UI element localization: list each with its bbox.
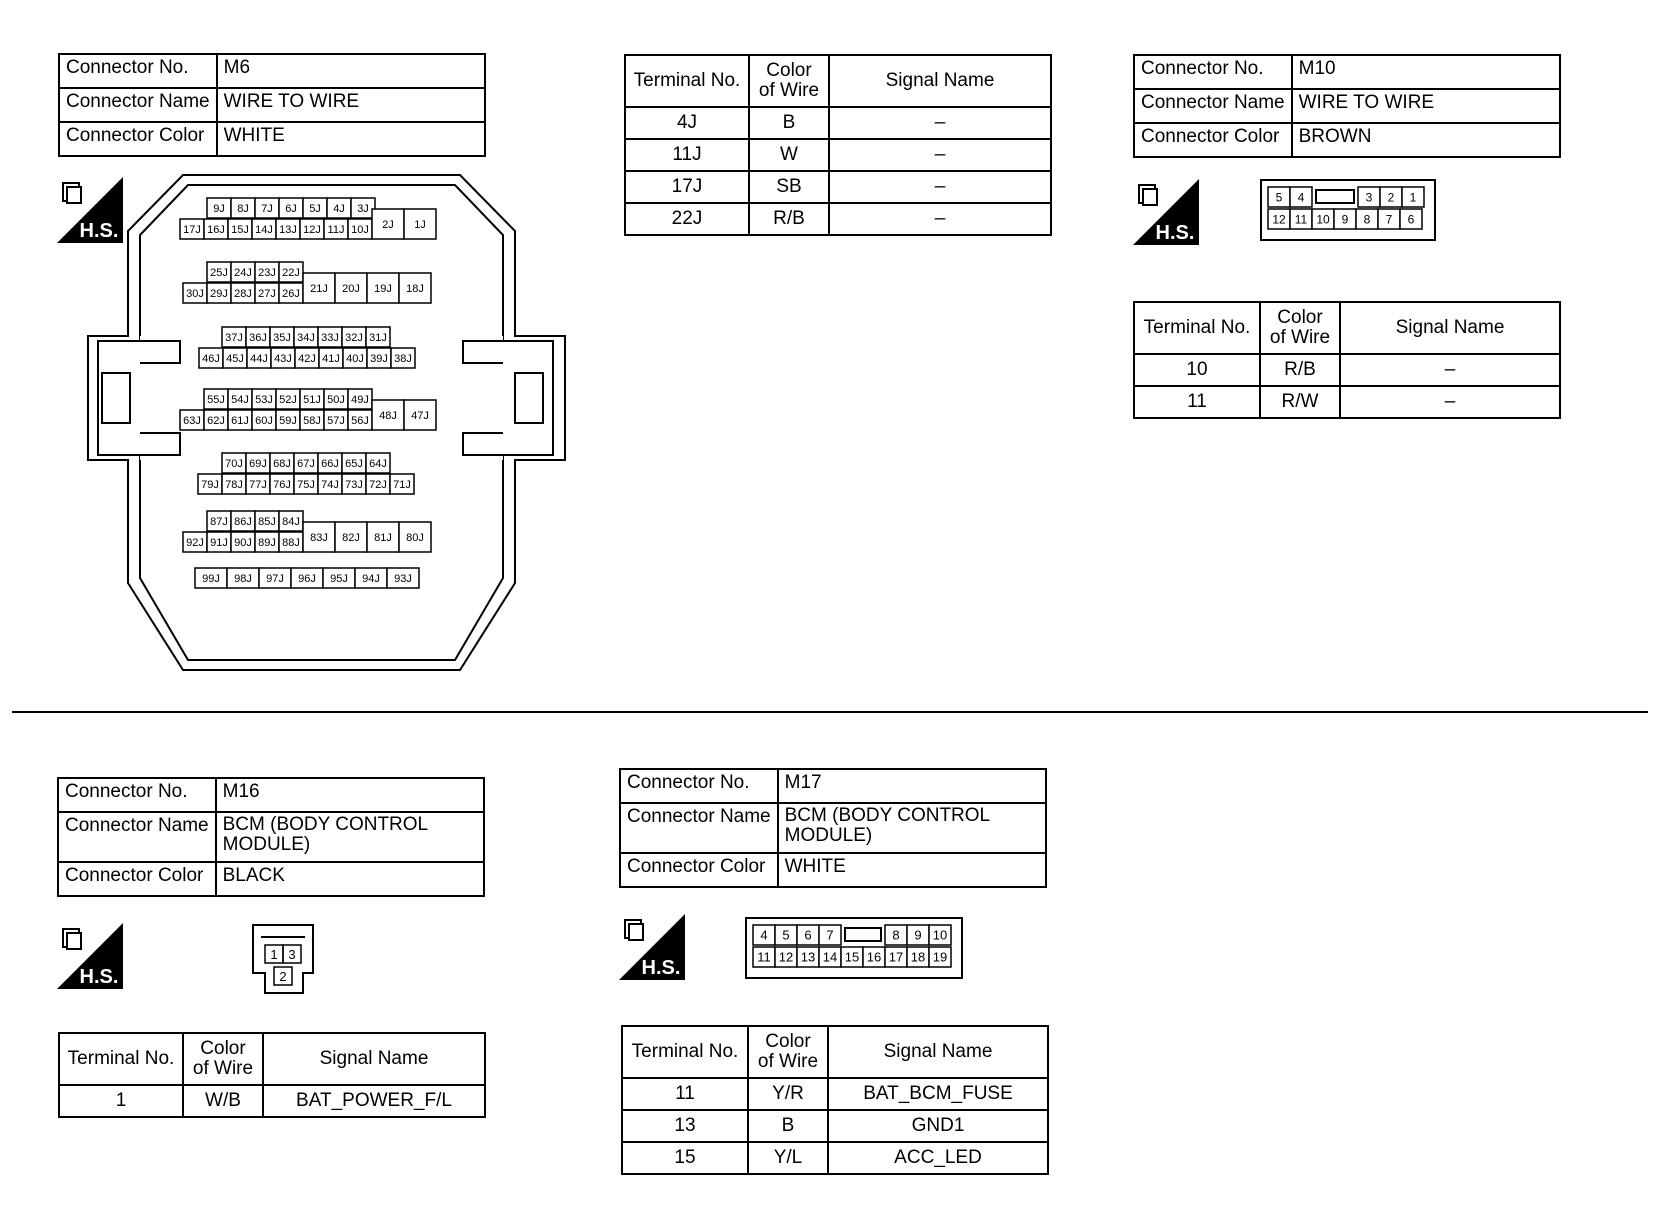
pin-label: 63J — [183, 414, 201, 427]
wire-color: B — [749, 107, 829, 139]
connector-name-label: Connector Name — [58, 812, 216, 862]
pin-label: 7 — [826, 927, 834, 943]
pin-label: 14 — [822, 949, 838, 965]
pin-label: 3 — [288, 947, 296, 962]
pin-label: 69J — [249, 457, 267, 470]
m16-connector-info — [57, 777, 485, 897]
pin-label: 1 — [270, 947, 278, 962]
pin-label: 30J — [186, 287, 204, 300]
pin-label: 11 — [1294, 212, 1308, 227]
pin-label: 10 — [1316, 212, 1330, 227]
table-row — [625, 171, 1051, 203]
pin-label: 70J — [225, 457, 243, 470]
terminal-no: 11 — [622, 1078, 748, 1110]
pin-label: 55J — [207, 393, 225, 406]
m16-connector-face — [251, 923, 317, 997]
signal-name: BAT_BCM_FUSE — [828, 1078, 1048, 1110]
wire-color: R/B — [749, 203, 829, 235]
pin-label: 13 — [800, 949, 816, 965]
signal-name: GND1 — [828, 1110, 1048, 1142]
pin-label: 88J — [282, 536, 300, 549]
pin-label: 4J — [333, 202, 345, 215]
pin-label: 19 — [932, 949, 948, 965]
connector-color: WHITE — [217, 122, 485, 156]
pin-label: 32J — [345, 331, 363, 344]
pin-label: 65J — [345, 457, 363, 470]
connector-no: M16 — [216, 778, 484, 812]
terminal-no: 22J — [625, 203, 749, 235]
pin-label: 28J — [234, 287, 252, 300]
pin-label: 6J — [285, 202, 297, 215]
signal-name-header: Signal Name — [828, 1026, 1048, 1078]
pin-label: 17J — [183, 223, 201, 236]
pin-label: 49J — [351, 393, 369, 406]
pin-label: 81J — [374, 531, 392, 544]
connector-color: BROWN — [1292, 123, 1560, 157]
signal-name: – — [829, 107, 1051, 139]
table-row — [625, 107, 1051, 139]
signal-name-header: Signal Name — [263, 1033, 485, 1085]
pin-label: 12J — [303, 223, 321, 236]
terminal-no: 1 — [59, 1085, 183, 1117]
pin-label: 1J — [414, 218, 426, 231]
pin-label: 42J — [298, 352, 316, 365]
pin-label: 53J — [255, 393, 273, 406]
pin-label: 12 — [1272, 212, 1286, 227]
harness-side-icon — [619, 914, 685, 980]
connector-no: M10 — [1292, 55, 1560, 89]
table-row — [625, 139, 1051, 171]
m10-connector-face — [1260, 179, 1436, 241]
pin-label: 10J — [351, 223, 369, 236]
pin-label: 7 — [1385, 212, 1393, 227]
pin-label: 13J — [279, 223, 297, 236]
wire-color: R/B — [1260, 354, 1340, 386]
pin-label: 9 — [1341, 212, 1349, 227]
pin-label: 80J — [406, 531, 424, 544]
pin-label: 4 — [1297, 190, 1305, 205]
pin-label: 35J — [273, 331, 291, 344]
pin-label: 62J — [207, 414, 225, 427]
signal-name: – — [1340, 386, 1560, 418]
hs-label: H.S. — [79, 220, 119, 242]
pin-label: 45J — [226, 352, 244, 365]
pin-label: 56J — [351, 414, 369, 427]
signal-name: – — [829, 171, 1051, 203]
pin-label: 60J — [255, 414, 273, 427]
pin-label: 6 — [804, 927, 812, 943]
pin-label: 17 — [888, 949, 904, 965]
pin-label: 51J — [303, 393, 321, 406]
pin-label: 75J — [297, 478, 315, 491]
wire-color: W — [749, 139, 829, 171]
pin-label: 87J — [210, 515, 228, 528]
wire-color-header: Color of Wire — [183, 1033, 263, 1085]
signal-name: – — [1340, 354, 1560, 386]
connector-name: WIRE TO WIRE — [217, 88, 485, 122]
pin-label: 74J — [321, 478, 339, 491]
terminal-no: 11J — [625, 139, 749, 171]
table-row — [622, 1078, 1048, 1110]
wire-color: Y/L — [748, 1142, 828, 1174]
pin-label: 31J — [369, 331, 387, 344]
connector-color: BLACK — [216, 862, 484, 896]
pin-label: 15J — [231, 223, 249, 236]
pin-label: 2 — [1387, 190, 1395, 205]
pin-label: 71J — [393, 478, 411, 491]
pin-label: 40J — [346, 352, 364, 365]
terminal-no: 15 — [622, 1142, 748, 1174]
connector-no-label: Connector No. — [620, 769, 778, 803]
connector-no: M17 — [778, 769, 1046, 803]
pin-label: 82J — [342, 531, 360, 544]
pin-label: 2 — [279, 969, 287, 984]
pin-label: 94J — [362, 572, 380, 585]
pin-label: 18J — [406, 282, 424, 295]
pin-label: 86J — [234, 515, 252, 528]
pin-label: 91J — [210, 536, 228, 549]
pin-label: 89J — [258, 536, 276, 549]
m6-connector-info — [58, 53, 486, 157]
pin-label: 90J — [234, 536, 252, 549]
wire-color: SB — [749, 171, 829, 203]
pin-label: 41J — [322, 352, 340, 365]
section-divider — [12, 711, 1648, 713]
m17-connector-face — [745, 917, 963, 979]
pin-label: 11J — [327, 223, 345, 236]
terminal-no: 10 — [1134, 354, 1260, 386]
signal-name: – — [829, 139, 1051, 171]
pin-label: 2J — [382, 218, 394, 231]
pin-label: 76J — [273, 478, 291, 491]
connector-color-label: Connector Color — [620, 853, 778, 887]
connector-no-label: Connector No. — [58, 778, 216, 812]
pin-label: 46J — [202, 352, 220, 365]
pin-label: 19J — [374, 282, 392, 295]
m16-terminal-table — [58, 1032, 486, 1118]
pin-label: 5 — [1275, 190, 1283, 205]
pin-label: 93J — [394, 572, 412, 585]
pin-label: 9 — [914, 927, 922, 943]
pin-label: 77J — [249, 478, 267, 491]
pin-label: 1 — [1409, 190, 1417, 205]
pin-label: 16J — [207, 223, 225, 236]
hs-label: H.S. — [641, 957, 681, 979]
table-row — [59, 1085, 485, 1117]
m10-connector-info — [1133, 54, 1561, 158]
pin-label: 79J — [201, 478, 219, 491]
harness-side-icon — [1133, 179, 1199, 245]
pin-label: 73J — [345, 478, 363, 491]
connector-name: BCM (BODY CONTROL MODULE) — [778, 803, 1046, 853]
connector-name: BCM (BODY CONTROL MODULE) — [216, 812, 484, 862]
pin-label: 57J — [327, 414, 345, 427]
m17-terminal-table — [621, 1025, 1049, 1175]
pin-label: 72J — [369, 478, 387, 491]
pin-label: 54J — [231, 393, 249, 406]
terminal-no: 17J — [625, 171, 749, 203]
terminal-no-header: Terminal No. — [622, 1026, 748, 1078]
signal-name: BAT_POWER_F/L — [263, 1085, 485, 1117]
pin-label: 92J — [186, 536, 204, 549]
pin-label: 78J — [225, 478, 243, 491]
terminal-no-header: Terminal No. — [59, 1033, 183, 1085]
table-row — [1134, 386, 1560, 418]
terminal-no-header: Terminal No. — [625, 55, 749, 107]
pin-label: 95J — [330, 572, 348, 585]
connector-color-label: Connector Color — [59, 122, 217, 156]
pin-label: 47J — [411, 409, 429, 422]
pin-label: 37J — [225, 331, 243, 344]
signal-name-header: Signal Name — [1340, 302, 1560, 354]
pin-label: 48J — [379, 409, 397, 422]
pin-label: 24J — [234, 266, 252, 279]
pin-label: 27J — [258, 287, 276, 300]
terminal-no-header: Terminal No. — [1134, 302, 1260, 354]
pin-label: 85J — [258, 515, 276, 528]
wire-color: R/W — [1260, 386, 1340, 418]
pin-label: 96J — [298, 572, 316, 585]
pin-label: 44J — [250, 352, 268, 365]
pin-label: 23J — [258, 266, 276, 279]
connector-color-label: Connector Color — [58, 862, 216, 896]
table-row — [1134, 354, 1560, 386]
m10-terminal-table — [1133, 301, 1561, 419]
pin-label: 83J — [310, 531, 328, 544]
m6-terminal-table — [624, 54, 1052, 236]
pin-label: 3 — [1365, 190, 1373, 205]
pin-label: 4 — [760, 927, 768, 943]
pin-label: 66J — [321, 457, 339, 470]
pin-label: 97J — [266, 572, 284, 585]
connector-color: WHITE — [778, 853, 1046, 887]
pin-label: 8 — [1363, 212, 1371, 227]
pin-label: 9J — [213, 202, 225, 215]
pin-label: 68J — [273, 457, 291, 470]
pin-label: 29J — [210, 287, 228, 300]
pin-label: 26J — [282, 287, 300, 300]
pin-label: 50J — [327, 393, 345, 406]
pin-label: 7J — [261, 202, 273, 215]
terminal-no: 4J — [625, 107, 749, 139]
pin-label: 22J — [282, 266, 300, 279]
pin-label: 59J — [279, 414, 297, 427]
harness-side-icon — [57, 923, 123, 989]
wire-color-header: Color of Wire — [748, 1026, 828, 1078]
pin-label: 52J — [279, 393, 297, 406]
signal-name: – — [829, 203, 1051, 235]
pin-label: 15 — [844, 949, 860, 965]
pin-label: 61J — [231, 414, 249, 427]
wire-color-header: Color of Wire — [749, 55, 829, 107]
connector-name-label: Connector Name — [620, 803, 778, 853]
pin-label: 99J — [202, 572, 220, 585]
pin-label: 11 — [757, 949, 771, 965]
pin-label: 5J — [309, 202, 321, 215]
terminal-no: 11 — [1134, 386, 1260, 418]
connector-no: M6 — [217, 54, 485, 88]
connector-color-label: Connector Color — [1134, 123, 1292, 157]
pin-label: 5 — [782, 927, 790, 943]
pin-label: 8 — [892, 927, 900, 943]
pin-label: 6 — [1407, 212, 1415, 227]
pin-label: 10 — [932, 927, 948, 943]
m17-connector-info — [619, 768, 1047, 888]
table-row — [622, 1142, 1048, 1174]
pin-label: 12 — [778, 949, 794, 965]
connector-no-label: Connector No. — [59, 54, 217, 88]
pin-label: 18 — [910, 949, 926, 965]
wire-color-header: Color of Wire — [1260, 302, 1340, 354]
pin-label: 39J — [370, 352, 388, 365]
pin-label: 98J — [234, 572, 252, 585]
pin-label: 38J — [394, 352, 412, 365]
pin-label: 14J — [255, 223, 273, 236]
pin-label: 20J — [342, 282, 360, 295]
pin-label: 84J — [282, 515, 300, 528]
pin-label: 64J — [369, 457, 387, 470]
table-row — [622, 1110, 1048, 1142]
pin-label: 34J — [297, 331, 315, 344]
hs-label: H.S. — [79, 966, 119, 988]
signal-name-header: Signal Name — [829, 55, 1051, 107]
pin-label: 36J — [249, 331, 267, 344]
hs-label: H.S. — [1155, 222, 1195, 244]
connector-name: WIRE TO WIRE — [1292, 89, 1560, 123]
pin-label: 67J — [297, 457, 315, 470]
table-row — [625, 203, 1051, 235]
connector-name-label: Connector Name — [1134, 89, 1292, 123]
key-slot — [1316, 190, 1354, 203]
pin-label: 33J — [321, 331, 339, 344]
pin-label: 8J — [237, 202, 249, 215]
pin-label: 3J — [357, 202, 369, 215]
pin-label: 43J — [274, 352, 292, 365]
wire-color: Y/R — [748, 1078, 828, 1110]
m6-connector-face — [85, 173, 565, 673]
key-slot — [845, 928, 881, 941]
connector-no-label: Connector No. — [1134, 55, 1292, 89]
terminal-no: 13 — [622, 1110, 748, 1142]
pin-label: 16 — [866, 949, 882, 965]
pin-label: 21J — [310, 282, 328, 295]
pin-label: 58J — [303, 414, 321, 427]
wire-color: W/B — [183, 1085, 263, 1117]
connector-name-label: Connector Name — [59, 88, 217, 122]
signal-name: ACC_LED — [828, 1142, 1048, 1174]
wire-color: B — [748, 1110, 828, 1142]
pin-label: 25J — [210, 266, 228, 279]
